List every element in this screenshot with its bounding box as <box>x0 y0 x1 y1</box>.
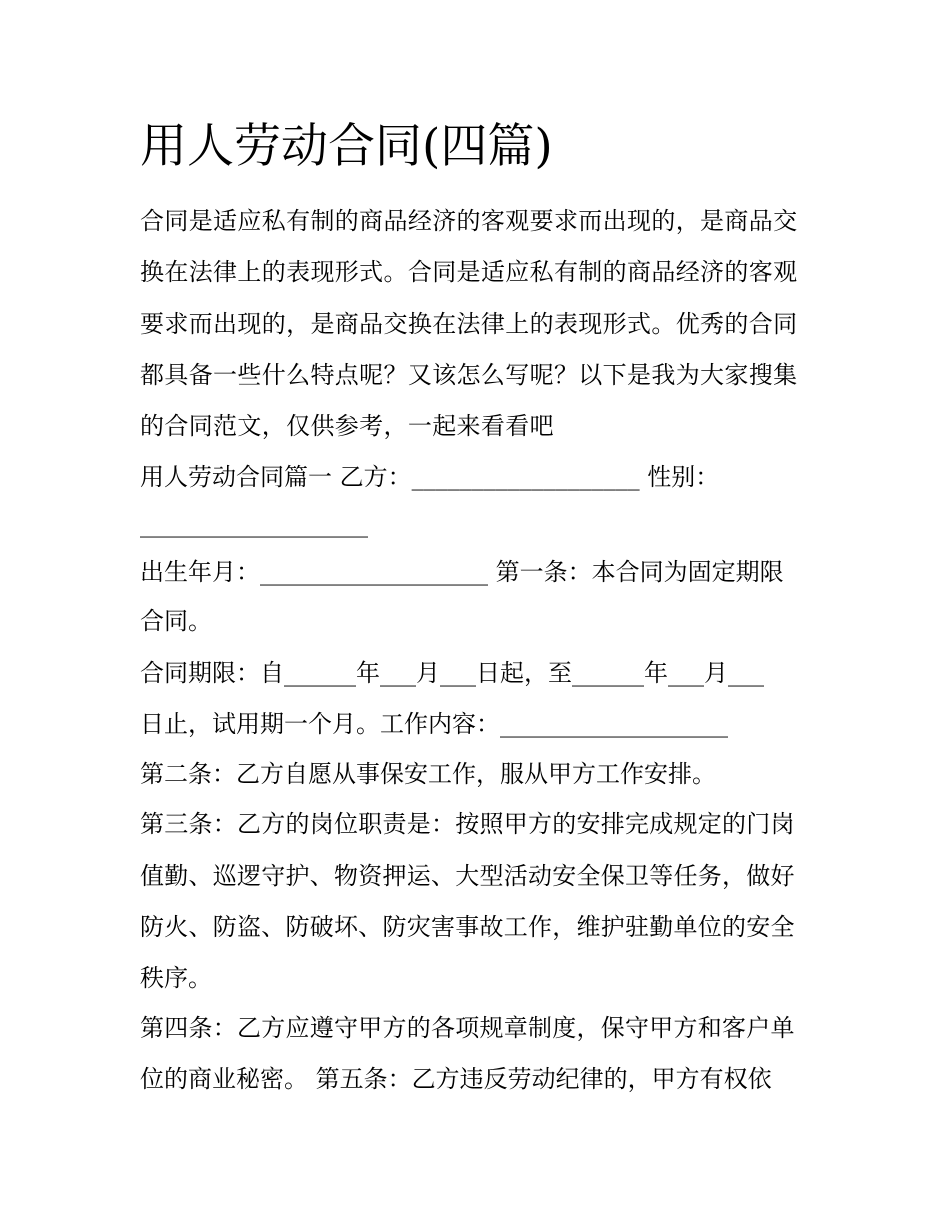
intro-line-2: 换在法律上的表现形式。合同是适应私有制的商品经济的客观 <box>140 258 798 286</box>
term-line: 合同期限：自______年___月___日起，至______年___月___ <box>140 659 764 687</box>
page-title: 用人劳动合同(四篇) <box>140 119 553 174</box>
article-4-line-1: 第四条：乙方应遵守甲方的各项规章制度，保守甲方和客户单 <box>140 1014 795 1042</box>
article-3-line-1: 第三条：乙方的岗位职责是：按照甲方的安排完成规定的门岗 <box>140 810 795 838</box>
article-2-line: 第二条：乙方自愿从事保安工作，服从甲方工作安排。 <box>140 760 716 788</box>
intro-line-4: 都具备一些什么特点呢？又该怎么写呢？以下是我为大家搜集 <box>140 361 798 389</box>
article-3-line-3: 防火、防盗、防破坏、防灾害事故工作，维护驻勤单位的安全 <box>140 913 795 941</box>
birth-date-line: 出生年月：___________________ 第一条：本合同为固定期限 <box>140 558 784 586</box>
intro-line-1: 合同是适应私有制的商品经济的客观要求而出现的，是商品交 <box>140 207 798 235</box>
intro-line-5: 的合同范文，仅供参考，一起来看看吧 <box>140 412 554 440</box>
article-1-continuation: 合同。 <box>140 607 212 635</box>
contract-header-line: 用人劳动合同篇一 乙方：___________________ 性别： <box>140 463 720 491</box>
article-3-line-2: 值勤、巡逻守护、物资押运、大型活动安全保卫等任务，做好 <box>140 862 795 890</box>
article-3-line-4: 秩序。 <box>140 964 212 992</box>
gender-blank-line: ___________________ <box>140 510 368 538</box>
probation-line: 日止，试用期一个月。工作内容：___________________ <box>140 710 728 738</box>
article-4-5-line: 位的商业秘密。 第五条：乙方违反劳动纪律的，甲方有权依 <box>140 1065 772 1093</box>
intro-line-3: 要求而出现的，是商品交换在法律上的表现形式。优秀的合同 <box>140 310 798 338</box>
